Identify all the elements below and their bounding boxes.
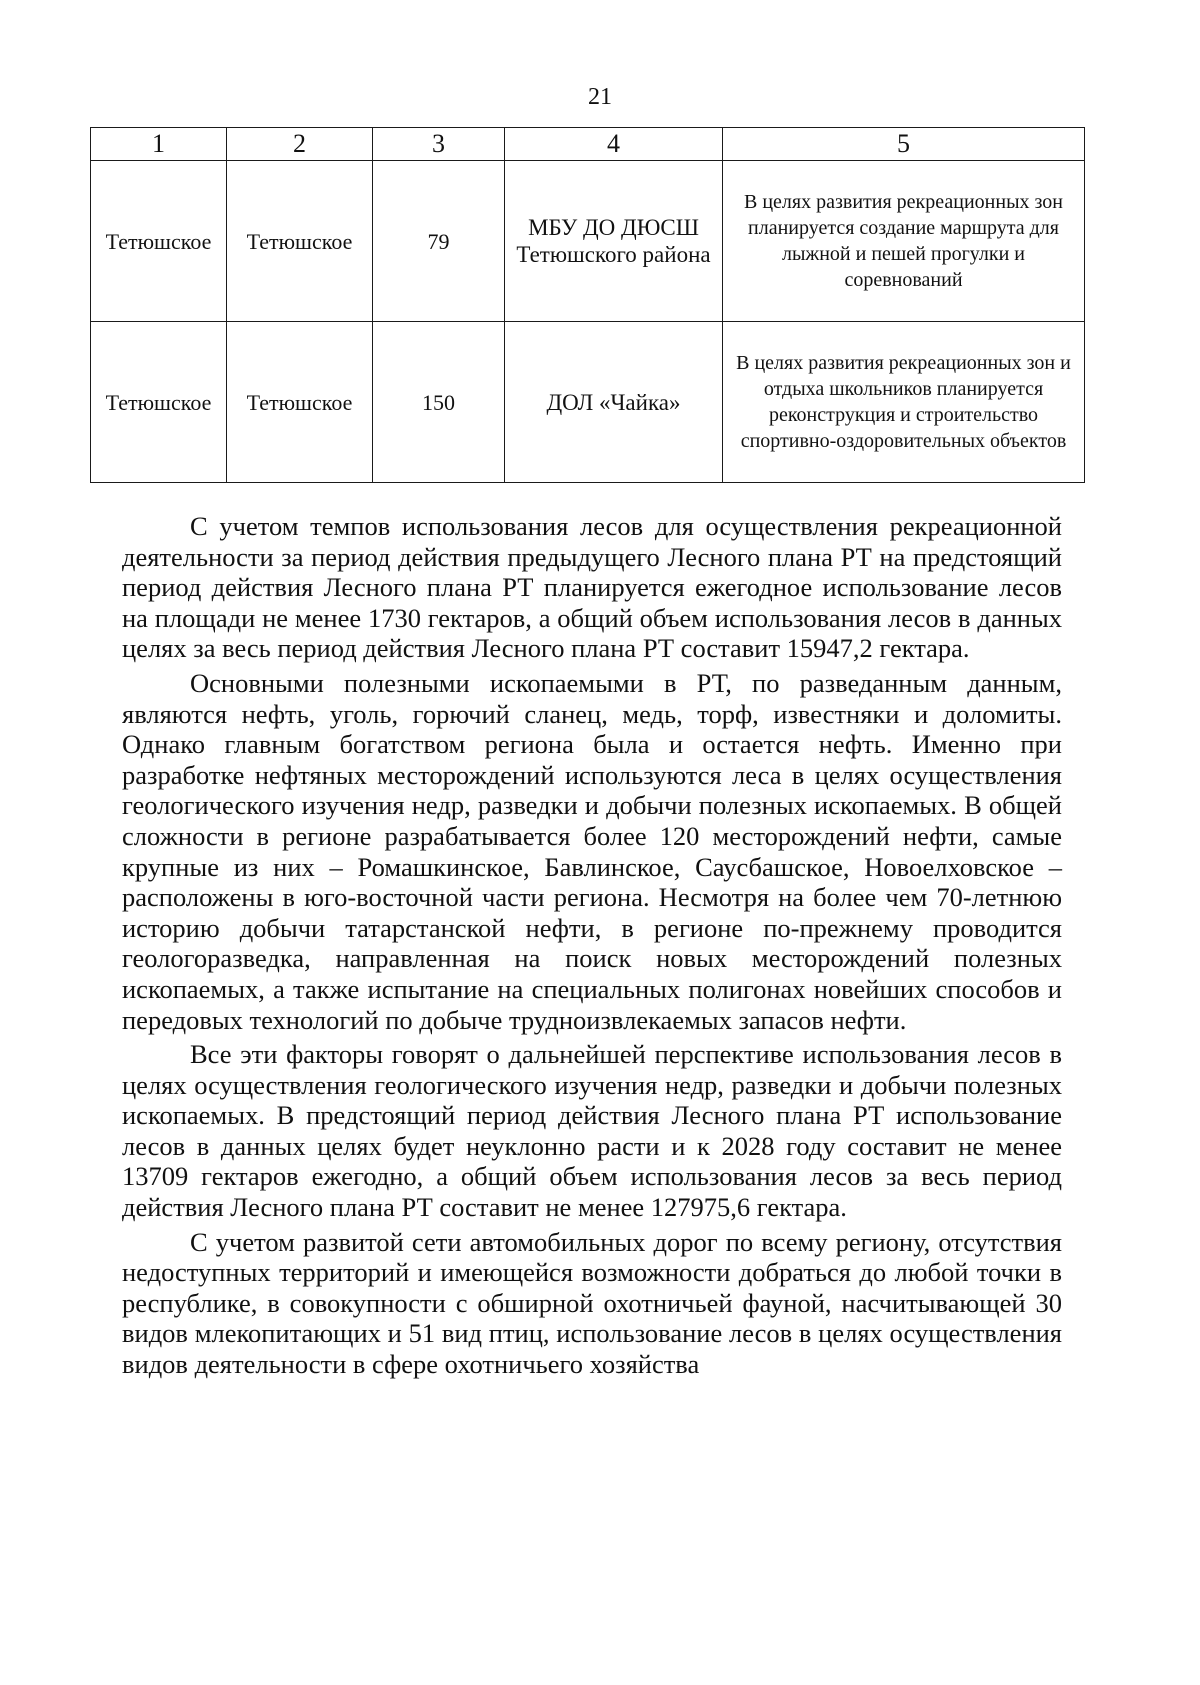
table-cell-purpose: В целях развития рекреационных зон планируется создание маршрута для лыжной и пешей прогулки и соревнований [723,161,1085,322]
table-cell-organization: ДОЛ «Чайка» [505,322,723,483]
table-cell-organization: МБУ ДО ДЮСШ Тетюшского района [505,161,723,322]
table-row [91,161,1085,322]
table-header-cell: 1 [91,128,227,161]
table-cell-forestry: Тетюшское [91,322,227,483]
table-header-row [91,128,1085,161]
table-header-cell: 2 [227,128,373,161]
body-text [122,511,1062,1380]
table-cell-district: Тетюшское [227,161,373,322]
data-table [90,127,1085,483]
paragraph: Все эти факторы говорят о дальнейшей перспективе использования лесов в целях осуществления геологического изучения недр, разведки и добычи полезных ископаемых. В предстоящий период действия Лесного плана РТ использование лесов в данных целях будет неуклонно расти и к 2028 году составит не менее 13709 гектаров ежегодно, а общий объем использования лесов за весь период действия Лесного плана РТ составит не менее 127975,6 гектара. [122,1039,1062,1223]
table-header-cell: 4 [505,128,723,161]
paragraph: Основными полезными ископаемыми в РТ, по разведанным данным, являются нефть, уголь, горючий сланец, медь, торф, известняки и доломиты. Однако главным богатством региона была и остается нефть. Именно при разработке нефтяных месторождений используются леса в целях осуществления геологического изучения недр, разведки и добычи полезных ископаемых. В общей сложности в регионе разрабатывается более 120 месторождений нефти, самые крупные из них – Ромашкинское, Бавлинское, Саусбашское, Новоелховское – расположены в юго-восточной части региона. Несмотря на более чем 70-летнюю историю добычи татарстанской нефти, в регионе по-прежнему проводится геологоразведка, направленная на поиск новых месторождений полезных ископаемых, а также испытание на специальных полигонах новейших способов и передовых технологий по добыче трудноизвлекаемых запасов нефти. [122,667,1062,1035]
table-header-cell: 5 [723,128,1085,161]
table-cell-area: 150 [373,322,505,483]
page-number: 21 [588,84,612,110]
table-cell-area: 79 [373,161,505,322]
table-cell-purpose: В целях развития рекреационных зон и отдыха школьников планируется реконструкция и строительство спортивно-оздоровительных объектов [723,322,1085,483]
table-cell-district: Тетюшское [227,322,373,483]
paragraph: С учетом развитой сети автомобильных дорог по всему региону, отсутствия недоступных территорий и имеющейся возможности добраться до любой точки в республике, в совокупности с обширной охотничьей фауной, насчитывающей 30 видов млекопитающих и 51 вид птиц, использование лесов в целях осуществления видов деятельности в сфере охотничьего хозяйства [122,1226,1062,1380]
paragraph: С учетом темпов использования лесов для осуществления рекреационной деятельности за период действия предыдущего Лесного плана РТ на предстоящий период действия Лесного плана РТ планируется ежегодное использование лесов на площади не менее 1730 гектаров, а общий объем использования лесов в данных целях за весь период действия Лесного плана РТ составит 15947,2 гектара. [122,511,1062,664]
table-cell-forestry: Тетюшское [91,161,227,322]
table-row [91,322,1085,483]
table-header-cell: 3 [373,128,505,161]
